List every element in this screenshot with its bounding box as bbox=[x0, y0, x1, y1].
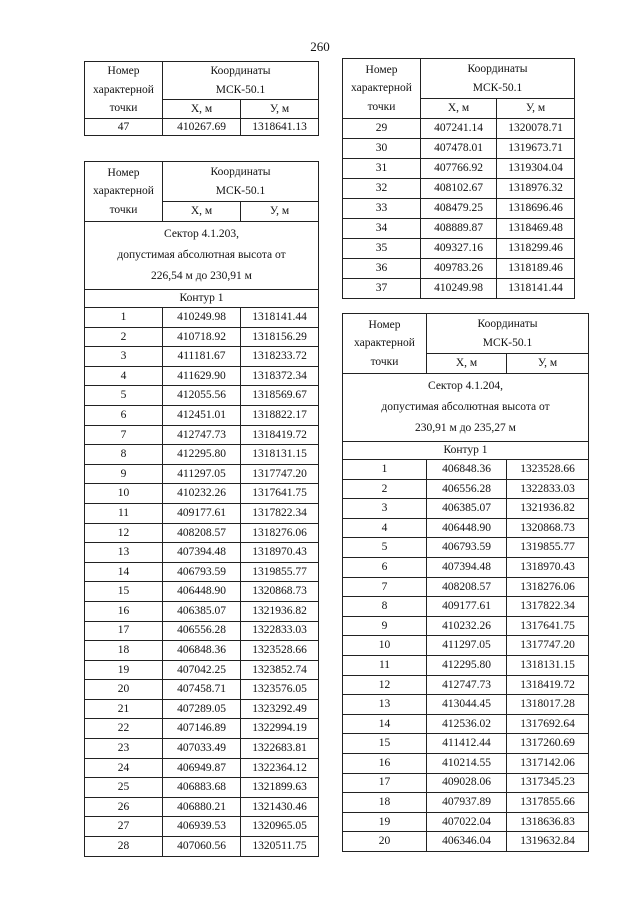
x-value: 407033.49 bbox=[163, 739, 241, 759]
x-value: 406556.28 bbox=[427, 479, 507, 499]
y-value: 1319673.71 bbox=[497, 139, 575, 159]
x-value: 407458.71 bbox=[163, 680, 241, 700]
table-row bbox=[343, 832, 589, 852]
point-number: 14 bbox=[85, 562, 163, 582]
table-row bbox=[85, 308, 319, 328]
y-value: 1321936.82 bbox=[241, 601, 319, 621]
table-row bbox=[343, 279, 575, 299]
x-value: 406793.59 bbox=[427, 538, 507, 558]
y-value: 1322833.03 bbox=[507, 479, 589, 499]
point-number: 8 bbox=[85, 445, 163, 465]
x-value: 406448.90 bbox=[163, 582, 241, 602]
point-number: 2 bbox=[85, 327, 163, 347]
table-row bbox=[343, 479, 589, 499]
header-y: У, м bbox=[241, 202, 319, 222]
x-value: 407060.56 bbox=[163, 837, 241, 857]
point-number: 14 bbox=[343, 714, 427, 734]
x-value: 407146.89 bbox=[163, 719, 241, 739]
y-value: 1320511.75 bbox=[241, 837, 319, 857]
table-row bbox=[343, 219, 575, 239]
table-row bbox=[343, 139, 575, 159]
y-value: 1318299.46 bbox=[497, 239, 575, 259]
y-value: 1318970.43 bbox=[241, 543, 319, 563]
y-value: 1321430.46 bbox=[241, 797, 319, 817]
table-row bbox=[85, 562, 319, 582]
point-number: 20 bbox=[85, 680, 163, 700]
x-value: 410214.55 bbox=[427, 753, 507, 773]
point-number: 7 bbox=[85, 425, 163, 445]
x-value: 406385.07 bbox=[427, 499, 507, 519]
table-row bbox=[343, 695, 589, 715]
x-value: 410249.98 bbox=[421, 279, 497, 299]
point-number: 13 bbox=[343, 695, 427, 715]
point-number: 4 bbox=[343, 518, 427, 538]
y-value: 1323292.49 bbox=[241, 699, 319, 719]
x-value: 411297.05 bbox=[163, 464, 241, 484]
table-row bbox=[85, 719, 319, 739]
header-y: У, м bbox=[497, 99, 575, 119]
point-number: 33 bbox=[343, 199, 421, 219]
table-row bbox=[85, 405, 319, 425]
x-value: 412295.80 bbox=[163, 445, 241, 465]
point-number: 25 bbox=[85, 778, 163, 798]
point-number: 3 bbox=[343, 499, 427, 519]
y-value: 1318419.72 bbox=[507, 675, 589, 695]
y-value: 1317260.69 bbox=[507, 734, 589, 754]
table-row bbox=[85, 119, 319, 136]
y-value: 1317641.75 bbox=[241, 484, 319, 504]
x-value: 406848.36 bbox=[427, 460, 507, 480]
header-point: Номер характерной точки bbox=[343, 314, 427, 374]
page-number: 260 bbox=[310, 39, 330, 54]
point-number: 19 bbox=[85, 660, 163, 680]
x-value: 407289.05 bbox=[163, 699, 241, 719]
coordinates-table-1 bbox=[84, 61, 319, 136]
x-value: 406793.59 bbox=[163, 562, 241, 582]
header-coords: Координаты МСК-50.1 bbox=[421, 59, 575, 99]
y-value: 1318822.17 bbox=[241, 405, 319, 425]
point-number: 37 bbox=[343, 279, 421, 299]
point-number: 4 bbox=[85, 366, 163, 386]
x-value: 408889.87 bbox=[421, 219, 497, 239]
y-value: 1322994.19 bbox=[241, 719, 319, 739]
table-row bbox=[85, 327, 319, 347]
point-number: 15 bbox=[85, 582, 163, 602]
x-value: 406385.07 bbox=[163, 601, 241, 621]
table-row bbox=[85, 484, 319, 504]
point-number: 9 bbox=[85, 464, 163, 484]
table-row bbox=[85, 797, 319, 817]
y-value: 1320965.05 bbox=[241, 817, 319, 837]
x-value: 410267.69 bbox=[163, 119, 241, 136]
y-value: 1319304.04 bbox=[497, 159, 575, 179]
point-number: 26 bbox=[85, 797, 163, 817]
point-number: 10 bbox=[85, 484, 163, 504]
table-row bbox=[343, 636, 589, 656]
point-number: 29 bbox=[343, 119, 421, 139]
table-row bbox=[343, 259, 575, 279]
point-number: 19 bbox=[343, 812, 427, 832]
point-number: 15 bbox=[343, 734, 427, 754]
point-number: 16 bbox=[343, 753, 427, 773]
x-value: 408208.57 bbox=[427, 577, 507, 597]
point-number: 11 bbox=[85, 503, 163, 523]
table-row bbox=[85, 601, 319, 621]
table-row bbox=[343, 812, 589, 832]
y-value: 1319855.77 bbox=[241, 562, 319, 582]
y-value: 1319855.77 bbox=[507, 538, 589, 558]
y-value: 1323852.74 bbox=[241, 660, 319, 680]
point-number: 2 bbox=[343, 479, 427, 499]
header-coords: Координаты МСК-50.1 bbox=[427, 314, 589, 354]
table-row bbox=[85, 425, 319, 445]
x-value: 411297.05 bbox=[427, 636, 507, 656]
x-value: 412747.73 bbox=[163, 425, 241, 445]
table-row bbox=[343, 179, 575, 199]
header-coords: Координаты МСК-50.1 bbox=[163, 62, 319, 100]
y-value: 1320868.73 bbox=[241, 582, 319, 602]
table-row bbox=[85, 543, 319, 563]
point-number: 5 bbox=[85, 386, 163, 406]
x-value: 410249.98 bbox=[163, 308, 241, 328]
y-value: 1318017.28 bbox=[507, 695, 589, 715]
x-value: 411629.90 bbox=[163, 366, 241, 386]
y-value: 1323528.66 bbox=[241, 641, 319, 661]
header-x: X, м bbox=[427, 354, 507, 374]
y-value: 1323528.66 bbox=[507, 460, 589, 480]
y-value: 1318372.34 bbox=[241, 366, 319, 386]
point-number: 8 bbox=[343, 597, 427, 617]
y-value: 1318141.44 bbox=[497, 279, 575, 299]
point-number: 30 bbox=[343, 139, 421, 159]
x-value: 407478.01 bbox=[421, 139, 497, 159]
table-row bbox=[343, 597, 589, 617]
table-row bbox=[343, 675, 589, 695]
point-number: 6 bbox=[343, 557, 427, 577]
table-row bbox=[343, 499, 589, 519]
y-value: 1323576.05 bbox=[241, 680, 319, 700]
point-number: 31 bbox=[343, 159, 421, 179]
point-number: 10 bbox=[343, 636, 427, 656]
x-value: 406880.21 bbox=[163, 797, 241, 817]
x-value: 411412.44 bbox=[427, 734, 507, 754]
point-number: 27 bbox=[85, 817, 163, 837]
x-value: 410232.26 bbox=[163, 484, 241, 504]
point-number: 1 bbox=[343, 460, 427, 480]
point-number: 24 bbox=[85, 758, 163, 778]
y-value: 1317641.75 bbox=[507, 616, 589, 636]
point-number: 28 bbox=[85, 837, 163, 857]
point-number: 20 bbox=[343, 832, 427, 852]
x-value: 406848.36 bbox=[163, 641, 241, 661]
table-row bbox=[343, 655, 589, 675]
table-row bbox=[343, 119, 575, 139]
y-value: 1317142.06 bbox=[507, 753, 589, 773]
table-row bbox=[343, 159, 575, 179]
y-value: 1321936.82 bbox=[507, 499, 589, 519]
x-value: 408479.25 bbox=[421, 199, 497, 219]
table-row bbox=[85, 680, 319, 700]
header-point: Номер характерной точки bbox=[343, 59, 421, 119]
point-number: 18 bbox=[85, 641, 163, 661]
y-value: 1322364.12 bbox=[241, 758, 319, 778]
table-row bbox=[343, 199, 575, 219]
y-value: 1317747.20 bbox=[241, 464, 319, 484]
x-value: 409327.16 bbox=[421, 239, 497, 259]
table-row bbox=[343, 753, 589, 773]
y-value: 1318696.46 bbox=[497, 199, 575, 219]
x-value: 406949.87 bbox=[163, 758, 241, 778]
table-row bbox=[85, 778, 319, 798]
table-row bbox=[85, 523, 319, 543]
table-row bbox=[85, 445, 319, 465]
x-value: 407022.04 bbox=[427, 812, 507, 832]
y-value: 1317822.34 bbox=[241, 503, 319, 523]
y-value: 1318131.15 bbox=[241, 445, 319, 465]
table-row bbox=[343, 239, 575, 259]
y-value: 1318233.72 bbox=[241, 347, 319, 367]
y-value: 1318419.72 bbox=[241, 425, 319, 445]
point-number: 3 bbox=[85, 347, 163, 367]
table-row bbox=[85, 503, 319, 523]
point-number: 32 bbox=[343, 179, 421, 199]
point-number: 5 bbox=[343, 538, 427, 558]
point-number: 34 bbox=[343, 219, 421, 239]
table-row bbox=[85, 660, 319, 680]
point-number: 36 bbox=[343, 259, 421, 279]
x-value: 412536.02 bbox=[427, 714, 507, 734]
table-row bbox=[85, 464, 319, 484]
y-value: 1317345.23 bbox=[507, 773, 589, 793]
x-value: 412451.01 bbox=[163, 405, 241, 425]
table-row bbox=[343, 460, 589, 480]
point-number: 18 bbox=[343, 793, 427, 813]
y-value: 1318141.44 bbox=[241, 308, 319, 328]
table-row bbox=[85, 386, 319, 406]
x-value: 413044.45 bbox=[427, 695, 507, 715]
point-number: 17 bbox=[343, 773, 427, 793]
point-number: 13 bbox=[85, 543, 163, 563]
point-number: 11 bbox=[343, 655, 427, 675]
x-value: 407241.14 bbox=[421, 119, 497, 139]
y-value: 1318469.48 bbox=[497, 219, 575, 239]
x-value: 406939.53 bbox=[163, 817, 241, 837]
point-number: 23 bbox=[85, 739, 163, 759]
x-value: 412295.80 bbox=[427, 655, 507, 675]
header-y: У, м bbox=[241, 100, 319, 119]
y-value: 1320078.71 bbox=[497, 119, 575, 139]
y-value: 1318156.29 bbox=[241, 327, 319, 347]
y-value: 1318970.43 bbox=[507, 557, 589, 577]
sector-title: Сектор 4.1.203, допустимая абсолютная высота от 226,54 м до 230,91 м bbox=[85, 222, 319, 290]
point-number: 17 bbox=[85, 621, 163, 641]
x-value: 412055.56 bbox=[163, 386, 241, 406]
x-value: 409177.61 bbox=[427, 597, 507, 617]
y-value: 1318976.32 bbox=[497, 179, 575, 199]
y-value: 1318131.15 bbox=[507, 655, 589, 675]
x-value: 412747.73 bbox=[427, 675, 507, 695]
table-row bbox=[343, 714, 589, 734]
table-row bbox=[85, 582, 319, 602]
table-row bbox=[343, 616, 589, 636]
x-value: 409028.06 bbox=[427, 773, 507, 793]
x-value: 411181.67 bbox=[163, 347, 241, 367]
header-y: У, м bbox=[507, 354, 589, 374]
table-row bbox=[85, 739, 319, 759]
y-value: 1319632.84 bbox=[507, 832, 589, 852]
table-row bbox=[343, 793, 589, 813]
point-number: 7 bbox=[343, 577, 427, 597]
header-x: X, м bbox=[163, 100, 241, 119]
contour-label: Контур 1 bbox=[343, 442, 589, 460]
y-value: 1322683.81 bbox=[241, 739, 319, 759]
header-point: Номер характерной точки bbox=[85, 62, 163, 119]
contour-label: Контур 1 bbox=[85, 290, 319, 308]
table-row bbox=[85, 347, 319, 367]
x-value: 406556.28 bbox=[163, 621, 241, 641]
table-row bbox=[343, 518, 589, 538]
y-value: 1318276.06 bbox=[241, 523, 319, 543]
point-number: 16 bbox=[85, 601, 163, 621]
x-value: 409783.26 bbox=[421, 259, 497, 279]
header-x: X, м bbox=[421, 99, 497, 119]
point-number: 9 bbox=[343, 616, 427, 636]
point-number: 1 bbox=[85, 308, 163, 328]
y-value: 1317692.64 bbox=[507, 714, 589, 734]
x-value: 410718.92 bbox=[163, 327, 241, 347]
table-row bbox=[343, 577, 589, 597]
coordinates-table-4 bbox=[342, 313, 589, 852]
x-value: 407394.48 bbox=[427, 557, 507, 577]
x-value: 406346.04 bbox=[427, 832, 507, 852]
point-number: 12 bbox=[85, 523, 163, 543]
point-number: 35 bbox=[343, 239, 421, 259]
y-value: 1320868.73 bbox=[507, 518, 589, 538]
x-value: 407394.48 bbox=[163, 543, 241, 563]
y-value: 1317822.34 bbox=[507, 597, 589, 617]
x-value: 406883.68 bbox=[163, 778, 241, 798]
x-value: 408102.67 bbox=[421, 179, 497, 199]
table-row bbox=[85, 641, 319, 661]
y-value: 1318189.46 bbox=[497, 259, 575, 279]
table-row bbox=[85, 817, 319, 837]
x-value: 409177.61 bbox=[163, 503, 241, 523]
sector-title: Сектор 4.1.204, допустимая абсолютная высота от 230,91 м до 235,27 м bbox=[343, 374, 589, 442]
x-value: 410232.26 bbox=[427, 616, 507, 636]
y-value: 1318569.67 bbox=[241, 386, 319, 406]
table-row bbox=[85, 699, 319, 719]
header-x: X, м bbox=[163, 202, 241, 222]
table-row bbox=[85, 366, 319, 386]
table-row bbox=[85, 758, 319, 778]
table-row bbox=[343, 538, 589, 558]
point-number: 6 bbox=[85, 405, 163, 425]
coordinates-table-2 bbox=[342, 58, 575, 299]
header-point: Номер характерной точки bbox=[85, 162, 163, 222]
x-value: 408208.57 bbox=[163, 523, 241, 543]
x-value: 406448.90 bbox=[427, 518, 507, 538]
y-value: 1317747.20 bbox=[507, 636, 589, 656]
y-value: 1318276.06 bbox=[507, 577, 589, 597]
point-number: 21 bbox=[85, 699, 163, 719]
x-value: 407937.89 bbox=[427, 793, 507, 813]
table-row bbox=[343, 557, 589, 577]
y-value: 1318636.83 bbox=[507, 812, 589, 832]
table-row bbox=[343, 734, 589, 754]
header-coords: Координаты МСК-50.1 bbox=[163, 162, 319, 202]
coordinates-table-3 bbox=[84, 161, 319, 857]
x-value: 407766.92 bbox=[421, 159, 497, 179]
point-number: 22 bbox=[85, 719, 163, 739]
point-number: 47 bbox=[85, 119, 163, 136]
y-value: 1322833.03 bbox=[241, 621, 319, 641]
table-row bbox=[85, 621, 319, 641]
x-value: 407042.25 bbox=[163, 660, 241, 680]
y-value: 1321899.63 bbox=[241, 778, 319, 798]
y-value: 1317855.66 bbox=[507, 793, 589, 813]
point-number: 12 bbox=[343, 675, 427, 695]
y-value: 1318641.13 bbox=[241, 119, 319, 136]
table-row bbox=[85, 837, 319, 857]
table-row bbox=[343, 773, 589, 793]
